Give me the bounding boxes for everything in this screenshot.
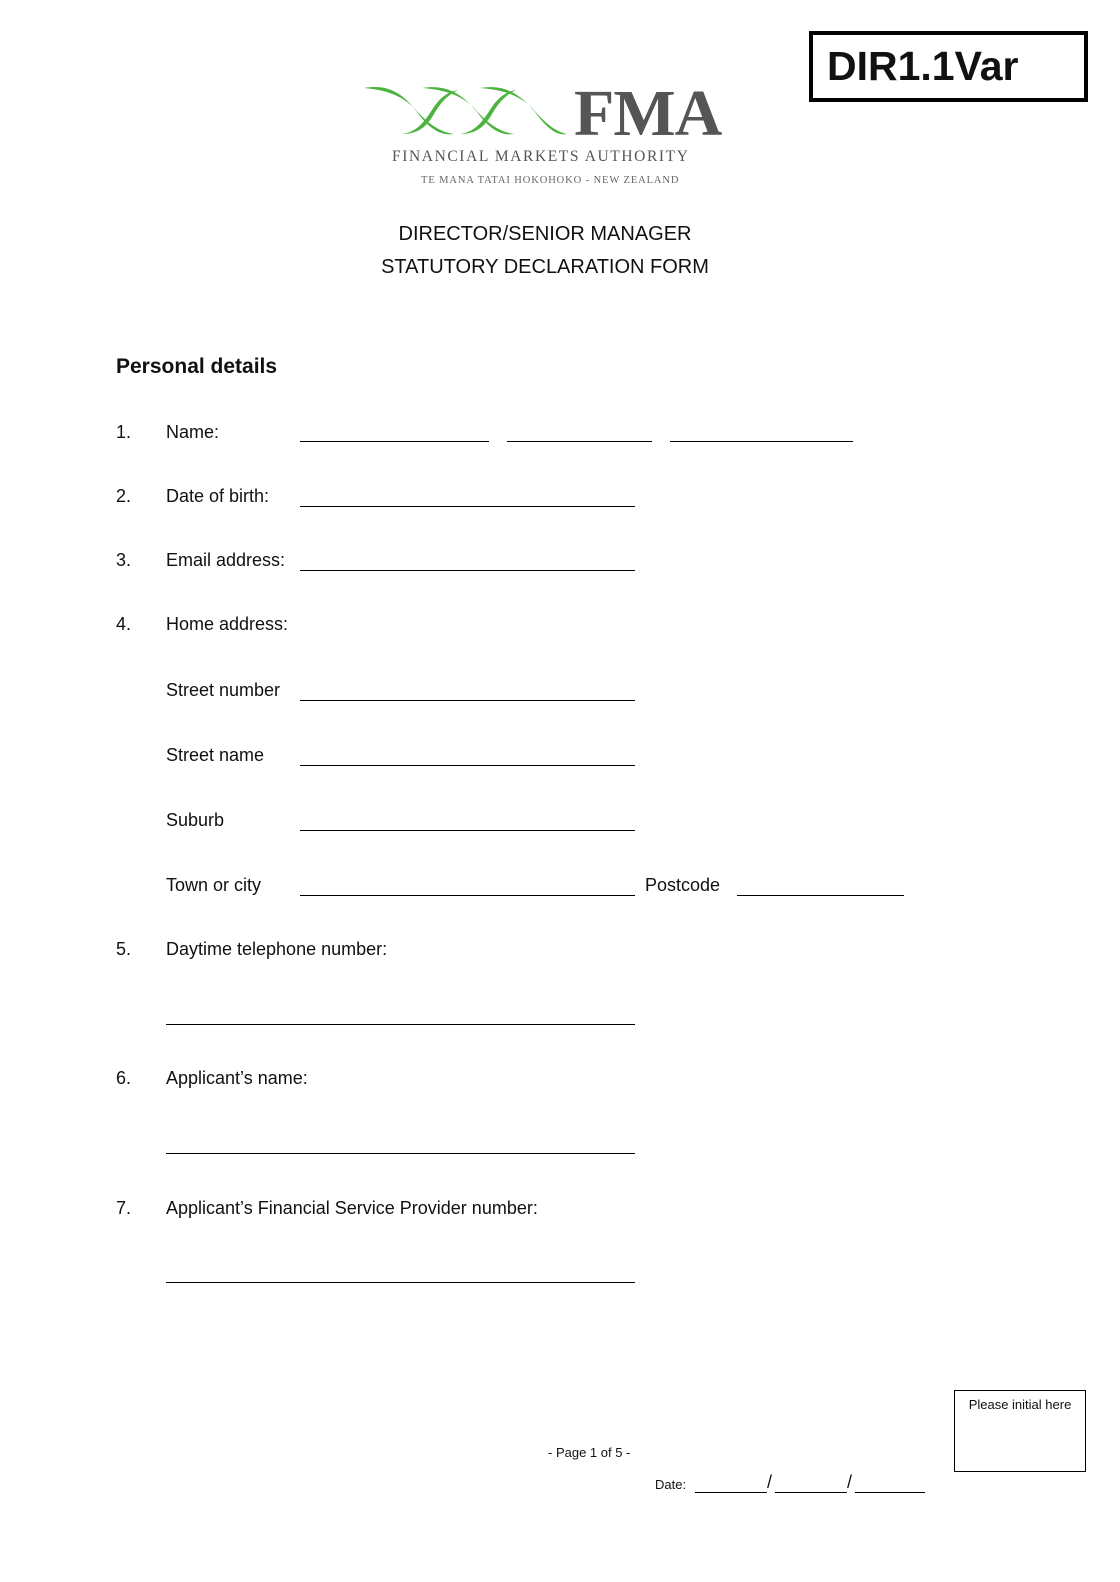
telephone-line[interactable] <box>166 1024 635 1025</box>
page-number: - Page 1 of 5 - <box>548 1445 631 1460</box>
field-number: 2. <box>116 486 132 506</box>
street-number-line[interactable] <box>300 700 635 701</box>
initial-box[interactable] <box>954 1390 1086 1472</box>
section-heading: Personal details <box>116 355 278 378</box>
fsp-number-line[interactable] <box>166 1282 635 1283</box>
date-day-line[interactable] <box>695 1492 767 1493</box>
dob-line[interactable] <box>300 506 635 507</box>
home-address-label: Home address: <box>166 614 289 634</box>
form-code-box: DIR1.1Var <box>809 31 1088 102</box>
applicant-name-label: Applicant’s name: <box>166 1068 308 1088</box>
date-label: Date: <box>655 1477 687 1492</box>
last-name-line[interactable] <box>670 441 853 442</box>
postcode-line[interactable] <box>737 895 904 896</box>
dob-label: Date of birth: <box>166 486 270 506</box>
date-year-line[interactable] <box>855 1492 925 1493</box>
field-number: 7. <box>116 1198 132 1218</box>
form-title-line2: STATUTORY DECLARATION FORM <box>381 256 709 278</box>
field-number: 4. <box>116 614 132 634</box>
postcode-label: Postcode <box>645 875 721 895</box>
field-number: 6. <box>116 1068 132 1088</box>
applicant-name-line[interactable] <box>166 1153 635 1154</box>
date-month-line[interactable] <box>775 1492 847 1493</box>
email-label: Email address: <box>166 550 286 570</box>
street-number-label: Street number <box>166 680 281 700</box>
date-separator: / <box>847 1472 853 1492</box>
field-number: 3. <box>116 550 132 570</box>
logo-tagline: TE MANA TATAI HOKOHOKO - NEW ZEALAND <box>421 175 680 186</box>
wave-logo-icon <box>362 82 572 140</box>
logo-name: FINANCIAL MARKETS AUTHORITY <box>392 148 690 165</box>
field-number: 5. <box>116 939 132 959</box>
field-number: 1. <box>116 422 132 442</box>
first-name-line[interactable] <box>300 441 489 442</box>
town-label: Town or city <box>166 875 262 895</box>
date-separator: / <box>767 1472 773 1492</box>
telephone-label: Daytime telephone number: <box>166 939 388 959</box>
town-line[interactable] <box>300 895 635 896</box>
middle-name-line[interactable] <box>507 441 652 442</box>
logo-abbr: FMA <box>574 77 722 150</box>
fsp-number-label: Applicant’s Financial Service Provider number: <box>166 1198 538 1218</box>
name-label: Name: <box>166 422 220 442</box>
street-name-line[interactable] <box>300 765 635 766</box>
suburb-line[interactable] <box>300 830 635 831</box>
suburb-label: Suburb <box>166 810 225 830</box>
street-name-label: Street name <box>166 745 265 765</box>
form-title-line1: DIRECTOR/SENIOR MANAGER <box>398 223 692 245</box>
initial-label: Please initial here <box>968 1397 1072 1412</box>
email-line[interactable] <box>300 570 635 571</box>
